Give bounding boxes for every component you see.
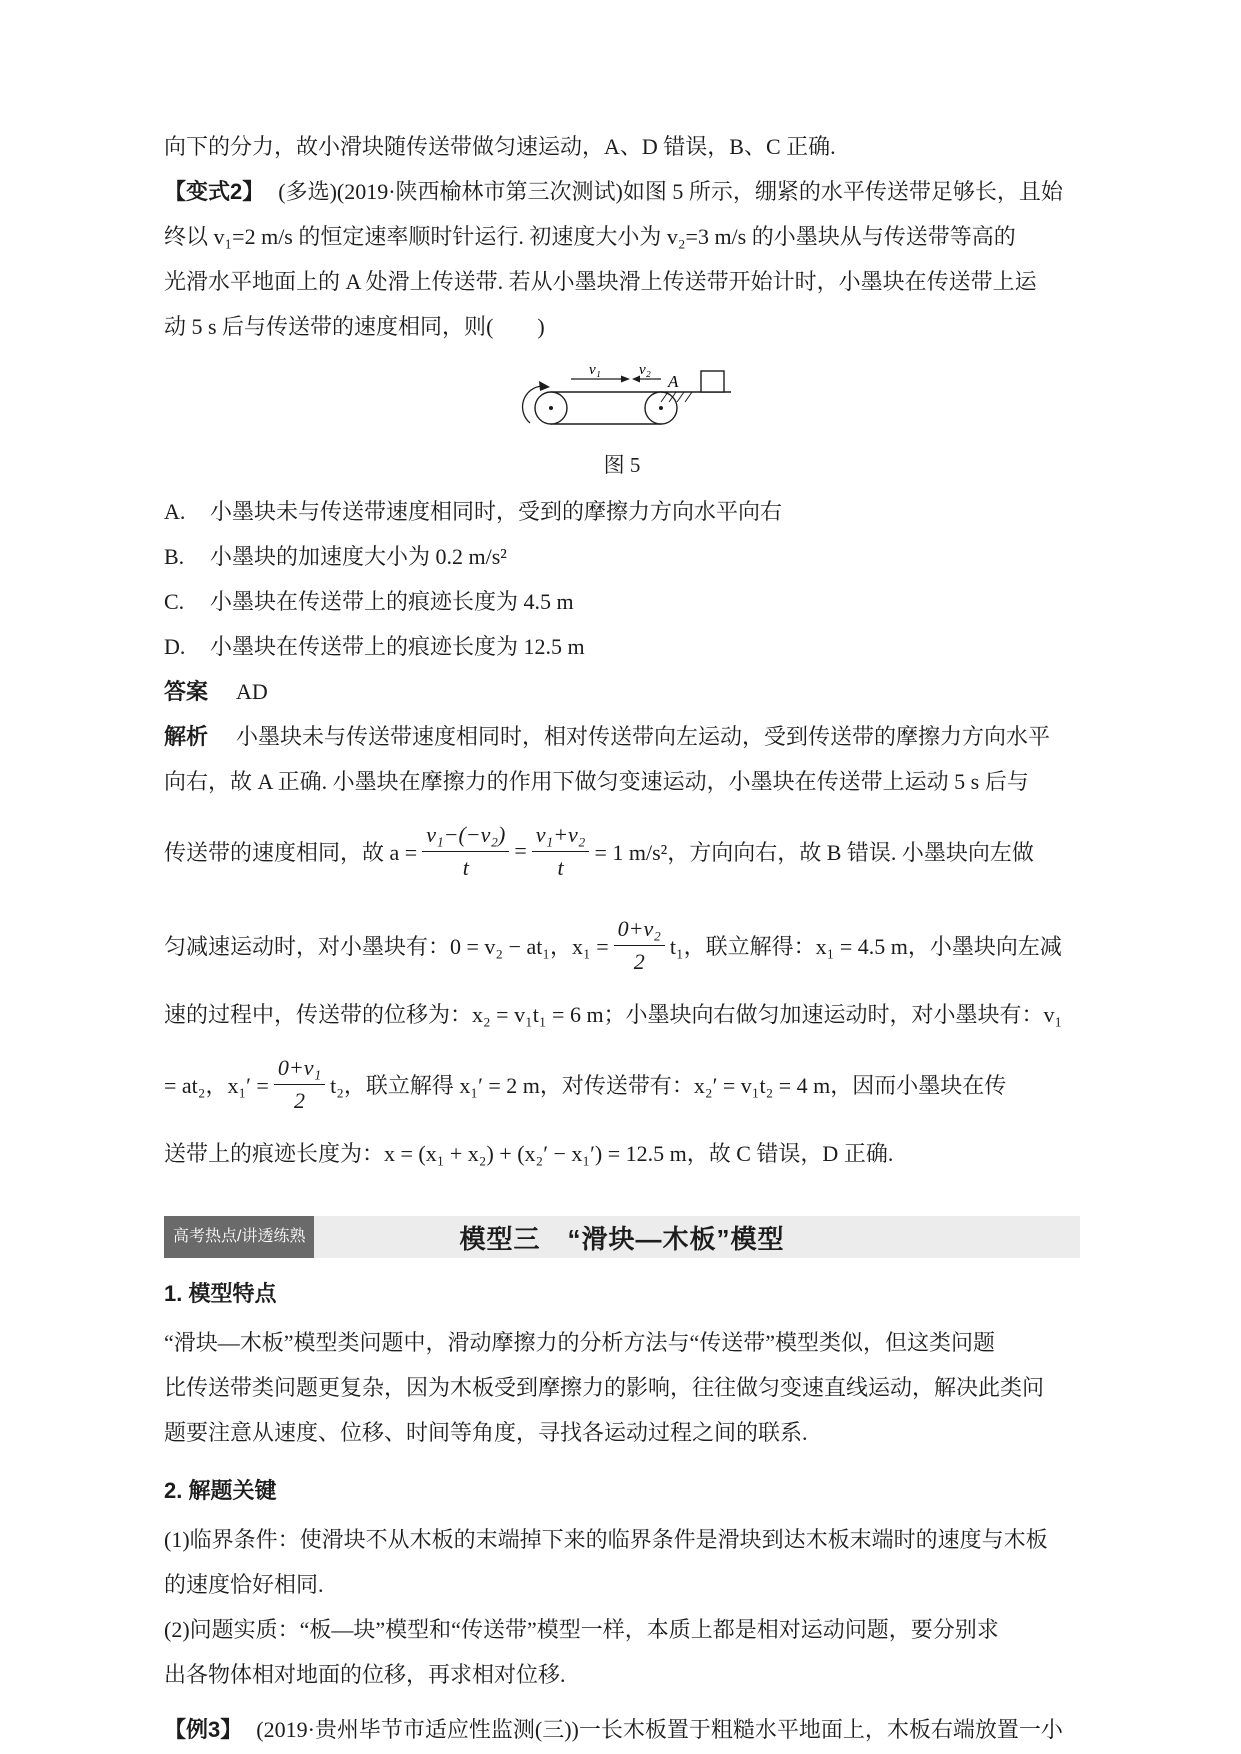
conveyor-belt-diagram: [509, 361, 735, 437]
v1-arrowhead-icon: [621, 376, 630, 383]
section-title: 模型三 “滑块—木板”模型: [459, 1223, 785, 1254]
block: [701, 371, 724, 392]
analysis-line-4: [164, 898, 1080, 992]
analysis-label: 解析: [164, 724, 209, 749]
option-text-c: 小墨块在传送带上的痕迹长度为 4.5 m: [210, 589, 574, 614]
option-key-b: B.: [164, 544, 185, 569]
analysis-line-7: 送带上的痕迹长度为：x = (x₁ + x₂) + (x₂′ − x₁′) = 12.5 m，故 C 错误，D 正确.: [164, 1141, 894, 1166]
fraction-c-numerator: 0+v₁: [274, 1054, 325, 1085]
variant2-line-2: 终以 v₁=2 m/s 的恒定速率顺时针运行. 初速度大小为 v₂=3 m/s 的小墨块从与传送带等高的: [164, 224, 1016, 249]
rotation-arrowhead-icon: [539, 381, 550, 391]
variant2-line-4: 动 5 s 后与传送带的速度相同，则( ): [164, 314, 545, 339]
section-badge: 高考热点/讲透练熟: [164, 1216, 314, 1258]
point-a-label: A: [668, 372, 679, 391]
analysis-l3-mid: =: [514, 838, 527, 863]
variant2-problem: [164, 169, 1080, 349]
options-list: [164, 489, 1080, 669]
variant2-text-1: (多选)(2019·陕西榆林市第三次测试)如图 5 所示，绷紧的水平传送带足够长，且始: [278, 179, 1063, 204]
analysis-l3-pre: 传送带的速度相同，故 a =: [164, 839, 418, 865]
analysis-l6-pre: = at₂，x₁′ =: [164, 1072, 269, 1098]
example3-tag: 【例3】: [164, 1717, 243, 1742]
intro-line: [164, 124, 1080, 169]
option-text-a: 小墨块未与传送带速度相同时，受到的摩擦力方向水平向右: [210, 499, 783, 524]
fraction-a1-denominator: t: [462, 854, 469, 880]
model3-p1-line-2: 比传送带类问题更复杂，因为木板受到摩擦力的影响，往往做匀变速直线运动，解决此类问: [164, 1375, 1045, 1400]
analysis-line-3: [164, 804, 1080, 898]
option-text-b: 小墨块的加速度大小为 0.2 m/s²: [210, 544, 507, 569]
fraction-b-numerator: 0+v₂: [614, 915, 665, 946]
answer-value: AD: [236, 679, 268, 704]
example3-line-1: [164, 1707, 1080, 1752]
variant2-tag: 【变式2】: [164, 179, 265, 204]
option-row-a: [164, 489, 1080, 534]
model3-p1-line-3: 题要注意从速度、位移、时间等角度，寻找各运动过程之间的联系.: [164, 1420, 808, 1445]
figure-5: [164, 361, 1080, 487]
analysis-line-5: 速的过程中，传送带的位移为：x₂ = v₁t₁ = 6 m；小墨块向右做匀加速运动时，对小墨块有：v₁: [164, 1002, 1063, 1027]
section-banner: [164, 1216, 1080, 1258]
option-row-b: [164, 534, 1080, 579]
analysis-block: [164, 714, 1080, 1176]
right-pulley-axle: [659, 406, 663, 410]
analysis-line-6: [164, 1037, 1080, 1131]
model3-p1-line-1: “滑块—木板”模型类问题中，滑动摩擦力的分析方法与“传送带”模型类似，但这类问题: [164, 1330, 996, 1355]
variant2-line-1: [164, 169, 1080, 214]
fraction-b-denominator: 2: [633, 948, 645, 974]
answer-label: 答案: [164, 679, 209, 704]
example3-text-1: (2019·贵州毕节市适应性监测(三))一长木板置于粗糙水平地面上，木板右端放置一小: [256, 1717, 1063, 1742]
fraction-c: [274, 1054, 325, 1114]
option-key-d: D.: [164, 634, 186, 659]
analysis-line-1: [164, 714, 1080, 759]
fraction-a1-numerator: v₁−(−v₂): [422, 821, 509, 852]
variant2-line-3: 光滑水平地面上的 A 处滑上传送带. 若从小墨块滑上传送带开始计时，小墨块在传送带上运: [164, 269, 1037, 294]
figure-caption: 图 5: [603, 453, 641, 477]
model3-p2-line-2: 的速度恰好相同.: [164, 1572, 324, 1597]
model3-notes: [164, 1268, 1080, 1697]
fraction-b: [614, 915, 665, 975]
fraction-a2-denominator: t: [557, 854, 564, 880]
model3-p3-line-1: (2)问题实质：“板—块”模型和“传送带”模型一样，本质上都是相对运动问题，要分别求: [164, 1617, 999, 1642]
fraction-a1: [422, 821, 509, 881]
analysis-l3-post: = 1 m/s²，方向向右，故 B 错误. 小墨块向左做: [594, 839, 1034, 865]
model3-p3-line-2: 出各物体相对地面的位移，再求相对位移.: [164, 1662, 566, 1687]
option-key-c: C.: [164, 589, 185, 614]
analysis-l6-post: t₂，联立解得 x₁′ = 2 m，对传送带有：x₂′ = v₁t₂ = 4 m，因而小墨块在传: [330, 1072, 1007, 1098]
v2-label: v₂: [639, 362, 651, 378]
fraction-c-denominator: 2: [293, 1087, 305, 1113]
option-row-d: [164, 624, 1080, 669]
answer-row: [164, 669, 1080, 714]
model3-heading-2: 2. 解题关键: [164, 1478, 277, 1503]
analysis-text-1: 小墨块未与传送带速度相同时，相对传送带向左运动，受到传送带的摩擦力方向水平: [236, 724, 1051, 749]
option-row-c: [164, 579, 1080, 624]
fraction-a2: [532, 821, 590, 881]
model3-p2-line-1: (1)临界条件：使滑块不从木板的末端掉下来的临界条件是滑块到达木板末端时的速度与木板: [164, 1527, 1048, 1552]
model3-heading-1: 1. 模型特点: [164, 1281, 277, 1306]
analysis-l4-pre: 匀减速运动时，对小墨块有：0 = v₂ − at₁，x₁ =: [164, 933, 609, 959]
intro-text: 向下的分力，故小滑块随传送带做匀速运动，A、D 错误，B、C 正确.: [164, 134, 836, 159]
analysis-line-2: 向右，故 A 正确. 小墨块在摩擦力的作用下做匀变速运动，小墨块在传送带上运动 5 s 后与: [164, 769, 1029, 794]
fraction-a2-numerator: v₁+v₂: [532, 821, 590, 852]
analysis-l4-post: t₁，联立解得：x₁ = 4.5 m，小墨块向左减: [669, 933, 1062, 959]
option-key-a: A.: [164, 499, 186, 524]
left-pulley-axle: [549, 406, 553, 410]
option-text-d: 小墨块在传送带上的痕迹长度为 12.5 m: [210, 634, 585, 659]
page-content: [164, 124, 1080, 1752]
v1-label: v₁: [589, 362, 601, 378]
